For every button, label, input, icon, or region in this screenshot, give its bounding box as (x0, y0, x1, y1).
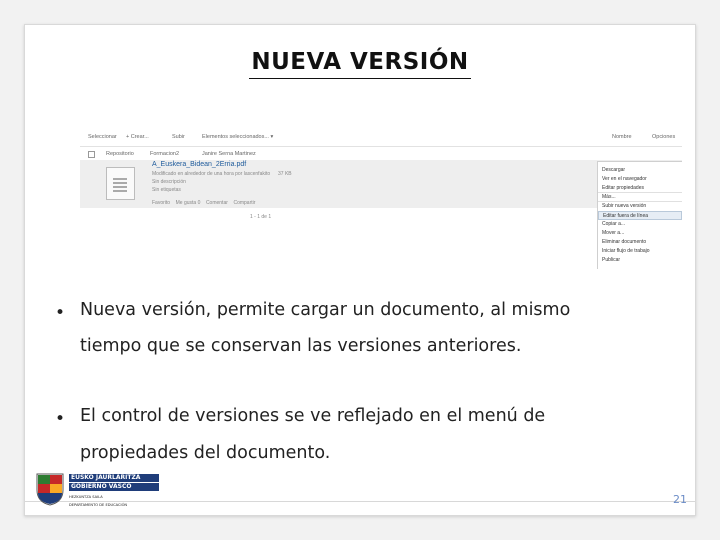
file-tags: Sin etiquetas (152, 187, 181, 193)
menu-item-edit-offline[interactable]: Editar fuera de línea (598, 211, 682, 220)
breadcrumb-item[interactable]: Janire Serna Martinez (202, 151, 256, 157)
menu-item-edit-properties[interactable]: Editar propiedades (598, 184, 682, 193)
bullet-2-line-1: El control de versiones se ve reflejado en el menú de (80, 406, 546, 426)
comment-action[interactable]: Comentar (205, 200, 228, 206)
folder-up-icon[interactable] (88, 151, 95, 158)
screenshot-toolbar (80, 129, 682, 147)
selected-items-dropdown[interactable]: Elementos seleccionados... ▾ (202, 134, 274, 140)
embedded-screenshot (80, 129, 682, 269)
breadcrumb-item[interactable]: Repositorio (106, 151, 134, 157)
document-icon (106, 167, 135, 200)
page-number: 21 (673, 493, 687, 506)
menu-item-download[interactable]: Descargar (602, 167, 626, 173)
shield-icon (35, 472, 65, 506)
document-actions-menu (597, 161, 682, 269)
slide (24, 24, 696, 516)
menu-item-publish[interactable]: Publicar (602, 257, 621, 263)
breadcrumb (80, 148, 682, 160)
file-description: Sin descripción (152, 179, 186, 185)
upload-button[interactable]: Subir (172, 134, 185, 140)
share-action[interactable]: Compartir (233, 200, 256, 206)
menu-item-view-browser[interactable]: Ver en el navegador (602, 176, 647, 182)
logo-line-2: GOBIERNO VASCO (69, 483, 159, 491)
breadcrumb-item[interactable]: Formacion2 (150, 151, 180, 157)
slide-title: NUEVA VERSIÓN (249, 49, 470, 79)
menu-item-more[interactable]: Más... (598, 193, 682, 202)
menu-item-move-to[interactable]: Mover a... (602, 230, 625, 236)
file-size: 37 KB (278, 171, 292, 177)
slide-title-wrap (25, 49, 695, 75)
pager[interactable]: 1 - 1 de 1 (250, 214, 272, 220)
logo-line-3: HEZKUNTZA SAILA (69, 495, 103, 499)
like-action[interactable]: Me gusta 0 (175, 200, 201, 206)
menu-item-delete[interactable]: Eliminar documento (602, 239, 647, 245)
file-modified: Modificado en alrededor de una hora por lascenfakito (152, 171, 271, 177)
file-name[interactable]: A_Euskera_Bidean_2Erria.pdf (152, 161, 247, 168)
options-button[interactable]: Opciones (652, 134, 676, 140)
file-actions (152, 200, 255, 206)
bullet-1-line-1: Nueva versión, permite cargar un documento, al mismo (80, 300, 571, 320)
menu-item-upload-new-version[interactable]: Subir nueva versión (602, 203, 647, 209)
sort-button[interactable]: Nombre (612, 134, 632, 140)
select-button[interactable]: Seleccionar (88, 134, 117, 140)
favorite-action[interactable]: Favorito (152, 200, 171, 206)
logo-line-4: DEPARTAMENTO DE EDUCACIÓN (69, 503, 128, 507)
logo-line-1: EUSKO JAURLARITZA (69, 474, 159, 482)
menu-item-copy-to[interactable]: Copiar a... (602, 221, 626, 227)
create-button[interactable]: + Crear... (126, 134, 149, 140)
basque-government-logo (33, 470, 163, 515)
menu-item-start-workflow[interactable]: Iniciar flujo de trabajo (602, 248, 650, 254)
bullet-icon: • (55, 303, 66, 323)
bullet-icon: • (55, 409, 66, 429)
bullet-1-line-2: tiempo que se conservan las versiones anteriores. (80, 336, 522, 356)
bullet-2-line-2: propiedades del documento. (80, 443, 331, 463)
